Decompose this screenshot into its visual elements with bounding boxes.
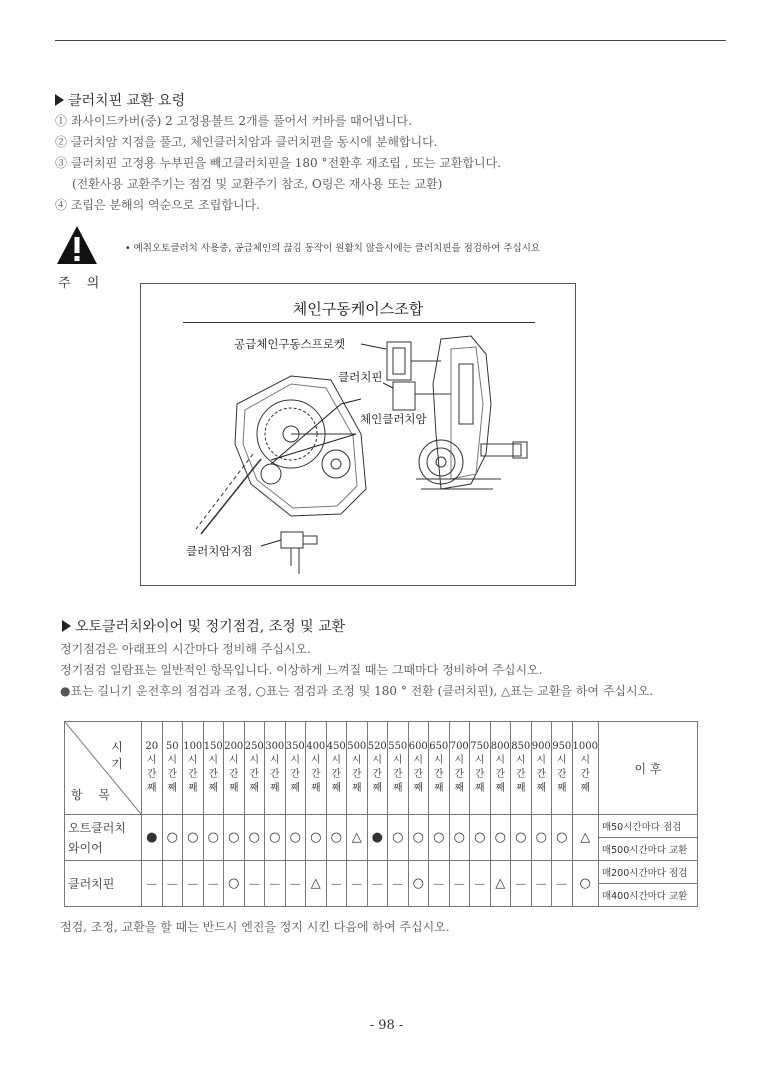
section2-title: 오토클러치와이어 및 정기점검, 조정 및 교환: [62, 616, 345, 636]
mark-cell: ○: [388, 815, 409, 861]
mark-cell: －: [449, 861, 470, 907]
mark-cell: －: [244, 861, 265, 907]
section2-line-2: 정기점검 일람표는 일반적인 항목입니다. 이상하게 느껴질 때는 그때마다 정비하여 주십시오.: [60, 663, 543, 677]
hour-col-350: 350 시 간 째: [285, 722, 306, 815]
mark-cell: －: [162, 861, 183, 907]
mark-cell: ○: [408, 815, 429, 861]
assembly-figure: [140, 283, 576, 586]
hour-col-650: 650 시 간 째: [429, 722, 450, 815]
mark-cell: △: [490, 861, 511, 907]
note-pin-replace: 매400시간마다 교환: [598, 884, 697, 907]
hour-col-200: 200 시 간 째: [224, 722, 245, 815]
hour-col-50: 50 시 간 째: [162, 722, 183, 815]
mark-cell: －: [203, 861, 224, 907]
step-2: ② 클러치암 지점을 풀고, 체인클러치암과 클러치편을 동시에 분해합니다.: [55, 135, 438, 149]
mark-cell: －: [511, 861, 532, 907]
step-1: ① 좌사이드카버(중) 2 고정용볼트 2개를 풀어서 커바를 때어냅니다.: [55, 114, 412, 128]
mark-cell: －: [367, 861, 388, 907]
hour-col-400: 400 시 간 째: [306, 722, 327, 815]
caution-label: 주 의: [58, 276, 106, 291]
hour-col-850: 850 시 간 째: [511, 722, 532, 815]
mark-cell: ○: [490, 815, 511, 861]
mark-cell: －: [265, 861, 286, 907]
mark-cell: ○: [572, 861, 598, 907]
mark-cell: ○: [531, 815, 552, 861]
page-number: - 98 -: [369, 1018, 404, 1033]
mark-cell: ○: [224, 861, 245, 907]
mark-cell: ○: [183, 815, 204, 861]
section2-line-3: ●표는 길니기 운전후의 점검과 조정, ○표는 점검과 조정 및 180 ° 전환 (클러치핀), △표는 교환을 하여 주십시오.: [60, 684, 654, 698]
mark-cell: ○: [470, 815, 491, 861]
corner-label-item: 항 목: [71, 788, 116, 802]
mark-cell: △: [347, 815, 368, 861]
label-clutch-arm: 체인클러치암: [360, 412, 427, 426]
hour-col-250: 250 시 간 째: [244, 722, 265, 815]
table-row: [65, 861, 698, 884]
caution-text: • 예취오토클러치 사용중, 공급체인의 끊김 동작이 원활치 않을시에는 클러치핀을 점검하여 주십시요: [125, 243, 541, 254]
hour-col-700: 700 시 간 째: [449, 722, 470, 815]
mark-cell: ○: [162, 815, 183, 861]
table-row: [65, 815, 698, 838]
mark-cell: ○: [244, 815, 265, 861]
footer-note: 점검, 조정, 교환을 할 때는 반드시 엔진을 정지 시킨 다음에 하여 주십시오.: [60, 920, 450, 934]
section1-title: 클러치핀 교환 요령: [55, 90, 185, 110]
hour-col-950: 950 시 간 째: [552, 722, 573, 815]
mark-cell: －: [347, 861, 368, 907]
mark-cell: －: [326, 861, 347, 907]
mark-cell: ○: [449, 815, 470, 861]
label-arm-pivot: 클러치암지점: [186, 544, 253, 558]
mark-cell: ○: [203, 815, 224, 861]
note-wire-replace: 매500시간마다 교환: [598, 838, 697, 861]
triangle-bullet-icon: [62, 620, 71, 632]
mark-cell: ●: [142, 815, 163, 861]
row-name-pin: 클러치핀: [65, 861, 142, 907]
mark-cell: －: [470, 861, 491, 907]
hour-col-1000: 1000 시 간 째: [572, 722, 598, 815]
hour-col-300: 300 시 간 째: [265, 722, 286, 815]
mark-cell: ○: [511, 815, 532, 861]
hour-col-750: 750 시 간 째: [470, 722, 491, 815]
step-4: ④ 조립은 분해의 역순으로 조립합니다.: [55, 198, 260, 212]
mark-cell: －: [285, 861, 306, 907]
hour-col-450: 450 시 간 째: [326, 722, 347, 815]
mark-cell: ○: [285, 815, 306, 861]
row-name-wire: 오트클러치 와이어: [65, 815, 142, 861]
mark-cell: △: [572, 815, 598, 861]
mark-cell: －: [183, 861, 204, 907]
hour-col-800: 800 시 간 째: [490, 722, 511, 815]
label-sprocket: 공급체인구동스프로켓: [234, 337, 346, 351]
label-clutch-pin: 클러치핀: [338, 370, 383, 384]
mark-cell: ○: [429, 815, 450, 861]
note-wire-inspect: 매50시간마다 점검: [598, 815, 697, 838]
figure-title: 체인구동케이스조합: [292, 300, 424, 318]
chain-drive-case-drawing: [141, 284, 575, 585]
mark-cell: ○: [326, 815, 347, 861]
mark-cell: －: [388, 861, 409, 907]
mark-cell: ●: [367, 815, 388, 861]
mark-cell: －: [531, 861, 552, 907]
header-rule: [55, 40, 726, 41]
step-3: ③ 클러치핀 고정용 누부핀을 빼고클러치핀을 180 °전환후 재조립 , 또는 교환합니다.: [55, 156, 502, 170]
step-3-note: (전환사용 교환주기는 점검 및 교환주기 참조, O링은 재사용 또는 교환): [72, 177, 443, 191]
triangle-bullet-icon: [55, 94, 64, 106]
corner-label-period: 시 기: [111, 740, 129, 771]
hour-col-20: 20 시 간 째: [142, 722, 163, 815]
mark-cell: ○: [306, 815, 327, 861]
mark-cell: △: [306, 861, 327, 907]
hour-col-150: 150 시 간 째: [203, 722, 224, 815]
hour-col-100: 100 시 간 째: [183, 722, 204, 815]
mark-cell: －: [552, 861, 573, 907]
maintenance-schedule-table: [64, 721, 698, 907]
mark-cell: ○: [552, 815, 573, 861]
table-corner-cell: [65, 722, 142, 815]
mark-cell: －: [429, 861, 450, 907]
mark-cell: ○: [224, 815, 245, 861]
hour-col-900: 900 시 간 째: [531, 722, 552, 815]
note-pin-inspect: 매200시간마다 점검: [598, 861, 697, 884]
hour-col-600: 600 시 간 째: [408, 722, 429, 815]
after-col-header: 이 후: [598, 722, 697, 815]
hour-col-520: 520 시 간 째: [367, 722, 388, 815]
hour-col-550: 550 시 간 째: [388, 722, 409, 815]
mark-cell: －: [142, 861, 163, 907]
section2-line-1: 정기점검은 아래표의 시간마다 정비해 주십시오.: [60, 642, 311, 656]
mark-cell: ○: [408, 861, 429, 907]
hour-col-500: 500 시 간 째: [347, 722, 368, 815]
table-header-row: [65, 722, 698, 815]
mark-cell: ○: [265, 815, 286, 861]
warning-icon: [55, 224, 99, 268]
